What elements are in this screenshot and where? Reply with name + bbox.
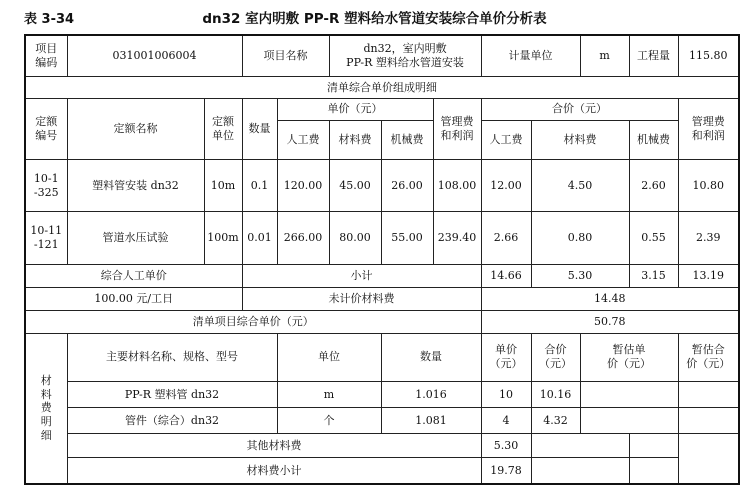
row-unit: 100m (204, 212, 242, 264)
row-name: 塑料管安装 dn32 (67, 160, 204, 212)
material-subtotal-value: 19.78 (481, 458, 531, 484)
unpriced-value: 14.48 (481, 287, 739, 310)
row-total-mgmt: 10.80 (678, 160, 739, 212)
code-value: 031001006004 (67, 35, 242, 77)
mat-est-total (678, 407, 739, 433)
row-name: 管道水压试验 (67, 212, 204, 264)
unit-price-analysis-table (24, 34, 740, 485)
name-label: 项目名称 (242, 35, 329, 77)
name-value: dn32，室内明敷 PP-R 塑料给水管道安装 (329, 35, 481, 77)
header-row (25, 35, 739, 77)
row-total-material: 0.80 (531, 212, 629, 264)
col-unit-mgmt: 管理费 和利润 (433, 98, 481, 159)
col-unit-price-group: 单价（元） (277, 98, 433, 120)
unit-value: m (580, 35, 629, 77)
mat-est-price (580, 381, 678, 407)
row-unit-mgmt: 108.00 (433, 160, 481, 212)
mat-qty: 1.016 (381, 381, 481, 407)
mat-col-qty: 数量 (381, 333, 481, 381)
mat-total: 4.32 (531, 407, 580, 433)
row-total-mgmt: 2.39 (678, 212, 739, 264)
mat-name: PP-R 塑料管 dn32 (67, 381, 277, 407)
mat-est-price (580, 407, 678, 433)
unit-label: 计量单位 (481, 35, 580, 77)
col-total-machine: 机械费 (629, 120, 678, 159)
composite-value: 50.78 (481, 310, 739, 333)
mat-qty: 1.081 (381, 407, 481, 433)
row-unit-material: 80.00 (329, 212, 381, 264)
mat-col-name: 主要材料名称、规格、型号 (67, 333, 277, 381)
mat-unit: m (277, 381, 381, 407)
col-quota-unit: 定额 单位 (204, 98, 242, 159)
row-total-machine: 0.55 (629, 212, 678, 264)
code-label: 项目 编码 (25, 35, 67, 77)
row-unit: 10m (204, 160, 242, 212)
row-unit-mgmt: 239.40 (433, 212, 481, 264)
mat-unit: 个 (277, 407, 381, 433)
subtotal-mgmt: 13.19 (678, 264, 739, 287)
row-unit-labor: 266.00 (277, 212, 329, 264)
qty-value: 115.80 (678, 35, 739, 77)
col-unit-labor: 人工费 (277, 120, 329, 159)
table-row (25, 407, 739, 433)
col-quantity: 数量 (242, 98, 277, 159)
subtotal-machine: 3.15 (629, 264, 678, 287)
other-est-price (531, 434, 629, 458)
mat-col-est-total: 暂估合 价（元） (678, 333, 739, 381)
col-total-material: 材料费 (531, 120, 629, 159)
row-total-machine: 2.60 (629, 160, 678, 212)
unpriced-row (25, 287, 739, 310)
mat-col-price: 单价 （元） (481, 333, 531, 381)
col-quota-name: 定额名称 (67, 98, 204, 159)
subtotal-labor: 14.66 (481, 264, 531, 287)
table-caption (0, 0, 749, 32)
other-est-total (629, 434, 678, 458)
row-unit-material: 45.00 (329, 160, 381, 212)
other-material-row (25, 434, 739, 458)
col-total-labor: 人工费 (481, 120, 531, 159)
composite-label: 清单项目综合单价（元） (25, 310, 481, 333)
col-unit-material: 材料费 (329, 120, 381, 159)
subtotal-material: 5.30 (531, 264, 629, 287)
row-unit-labor: 120.00 (277, 160, 329, 212)
row-total-labor: 12.00 (481, 160, 531, 212)
materials-header-row (25, 333, 739, 381)
table-title: dn32 室内明敷 PP-R 塑料给水管道安装综合单价分析表 (202, 11, 547, 27)
subtotal-est-price (531, 458, 629, 484)
mat-price: 4 (481, 407, 531, 433)
labor-rate-label: 综合人工单价 (25, 264, 242, 287)
col-total-price-group: 合价（元） (481, 98, 678, 120)
materials-side-label: 材 料 费 明 细 (25, 333, 67, 484)
mat-est-total (678, 381, 739, 407)
other-material-value: 5.30 (481, 434, 531, 458)
row-qty: 0.1 (242, 160, 277, 212)
composite-row (25, 310, 739, 333)
table-row (25, 160, 739, 212)
mat-col-unit: 单位 (277, 333, 381, 381)
mat-name: 管件（综合）dn32 (67, 407, 277, 433)
col-total-mgmt: 管理费 和利润 (678, 98, 739, 159)
mat-col-total: 合价 （元） (531, 333, 580, 381)
mat-col-est-price: 暂估单 价（元） (580, 333, 678, 381)
col-unit-machine: 机械费 (381, 120, 433, 159)
row-qty: 0.01 (242, 212, 277, 264)
subtotal-row (25, 264, 739, 287)
mat-total: 10.16 (531, 381, 580, 407)
material-subtotal-label: 材料费小计 (67, 458, 481, 484)
table-row (25, 212, 739, 264)
material-subtotal-row (25, 458, 739, 484)
row-unit-machine: 26.00 (381, 160, 433, 212)
table-number: 表 3-34 (24, 12, 75, 27)
labor-rate-value: 100.00 元/工日 (25, 287, 242, 310)
row-unit-machine: 55.00 (381, 212, 433, 264)
subtotal-label: 小计 (242, 264, 481, 287)
other-material-label: 其他材料费 (67, 434, 481, 458)
row-code: 10-1 -325 (25, 160, 67, 212)
unpriced-label: 未计价材料费 (242, 287, 481, 310)
col-quota-code: 定额 编号 (25, 98, 67, 159)
table-row (25, 381, 739, 407)
column-header-row (25, 98, 739, 120)
qty-label: 工程量 (629, 35, 678, 77)
section-title: 清单综合单价组成明细 (25, 77, 739, 99)
mat-price: 10 (481, 381, 531, 407)
row-total-material: 4.50 (531, 160, 629, 212)
row-total-labor: 2.66 (481, 212, 531, 264)
row-code: 10-11 -121 (25, 212, 67, 264)
subtotal-est-total (629, 458, 678, 484)
